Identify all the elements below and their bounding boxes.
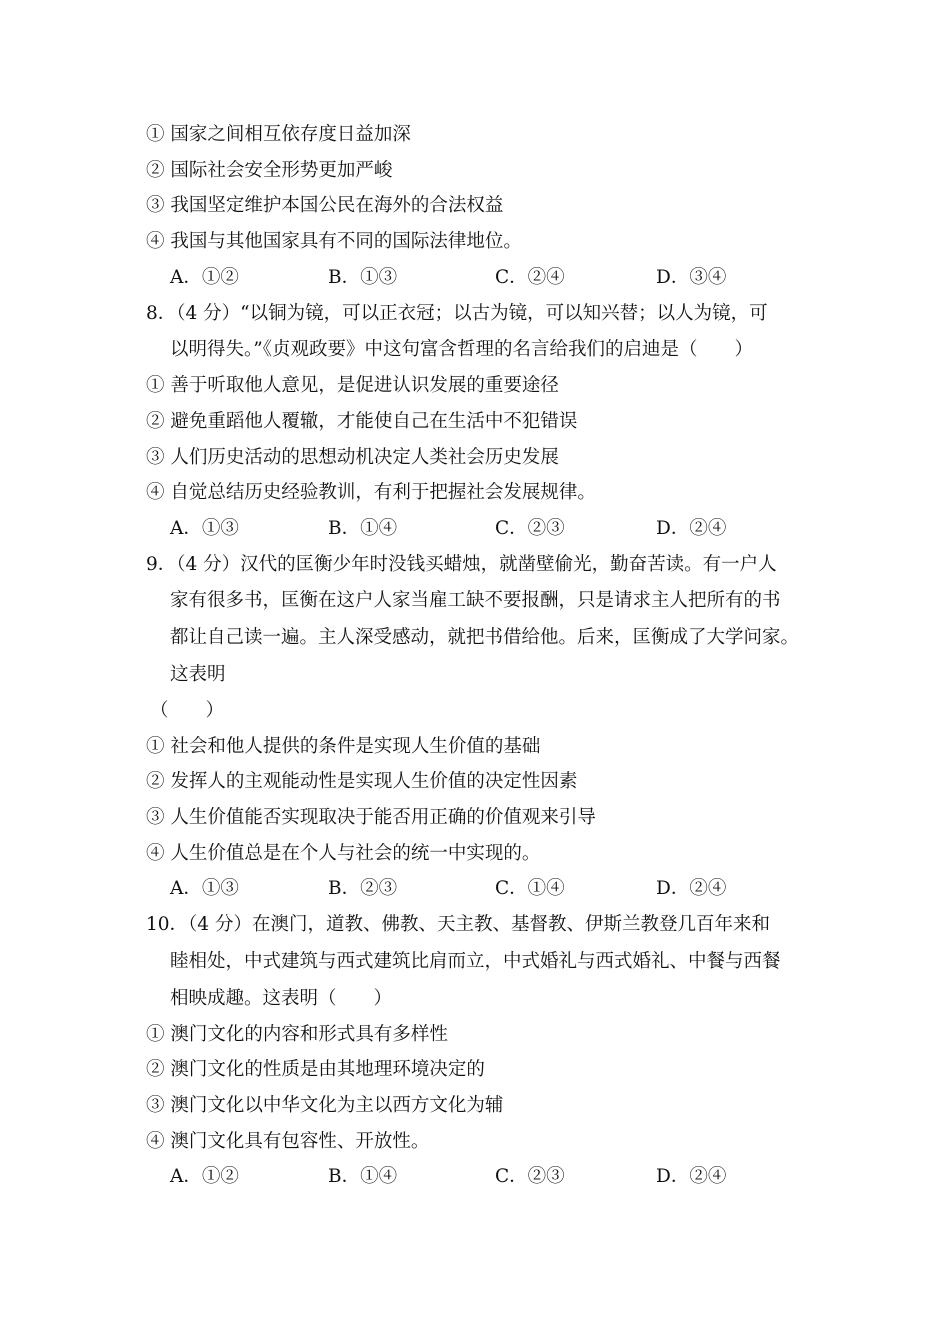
- q10-stem-line-3: 相映成趣。这表明（ ）: [170, 988, 393, 1009]
- q7-statement-4: ④ 我国与其他国家具有不同的国际法律地位。: [146, 231, 522, 252]
- q7-statement-2: ② 国际社会安全形势更加严峻: [146, 160, 393, 181]
- q9-option-d: D．②④: [656, 878, 727, 899]
- q8-statement-4: ④ 自觉总结历史经验教训，有利于把握社会发展规律。: [146, 482, 596, 503]
- q9-answer-paren: （ ）: [150, 700, 225, 721]
- q7-statement-3: ③ 我国坚定维护本国公民在海外的合法权益: [146, 195, 504, 216]
- q7-statement-1: ① 国家之间相互依存度日益加深: [146, 124, 411, 145]
- q10-stem-line-1: 10．（4 分）在澳门，道教、佛教、天主教、基督教、伊斯兰教登几百年来和: [146, 914, 770, 935]
- q10-stem-line-2: 睦相处，中式建筑与西式建筑比肩而立，中式婚礼与西式婚礼、中餐与西餐: [170, 951, 781, 972]
- q7-option-c: C．②④: [495, 267, 565, 288]
- q9-option-a: A．①③: [170, 878, 239, 899]
- q9-stem-line-3: 都让自己读一遍。主人深受感动，就把书借给他。后来，匡衡成了大学问家。: [170, 627, 800, 648]
- q8-option-d: D．②④: [656, 518, 727, 539]
- q8-option-a: A．①③: [170, 518, 239, 539]
- q9-stem-line-4: 这表明: [170, 664, 226, 685]
- q7-option-b: B．①③: [328, 267, 398, 288]
- q8-stem-line-2: 以明得失。”《贞观政要》中这句富含哲理的名言给我们的启迪是（ ）: [170, 339, 753, 360]
- q10-statement-3: ③ 澳门文化以中华文化为主以西方文化为辅: [146, 1095, 504, 1116]
- q9-option-c: C．①④: [495, 878, 565, 899]
- q10-statement-1: ① 澳门文化的内容和形式具有多样性: [146, 1024, 448, 1045]
- q9-stem-line-2: 家有很多书，匡衡在这户人家当雇工缺不要报酬，只是请求主人把所有的书: [170, 590, 781, 611]
- q10-option-a: A．①②: [170, 1166, 239, 1187]
- q10-statement-2: ② 澳门文化的性质是由其地理环境决定的: [146, 1059, 485, 1080]
- q9-option-b: B．②③: [328, 878, 398, 899]
- q9-statement-1: ① 社会和他人提供的条件是实现人生价值的基础: [146, 736, 541, 757]
- q10-option-d: D．②④: [656, 1166, 727, 1187]
- q7-option-d: D．③④: [656, 267, 727, 288]
- q8-statement-3: ③ 人们历史活动的思想动机决定人类社会历史发展: [146, 447, 559, 468]
- q10-option-c: C．②③: [495, 1166, 565, 1187]
- q10-statement-4: ④ 澳门文化具有包容性、开放性。: [146, 1131, 430, 1152]
- q10-option-b: B．①④: [328, 1166, 398, 1187]
- q9-statement-4: ④ 人生价值总是在个人与社会的统一中实现的。: [146, 843, 541, 864]
- q9-stem-line-1: 9．（4 分）汉代的匡衡少年时没钱买蜡烛，就凿壁偷光，勤奋苦读。有一户人: [146, 554, 777, 575]
- q7-option-a: A．①②: [170, 267, 239, 288]
- q8-option-c: C．②③: [495, 518, 565, 539]
- q8-statement-1: ① 善于听取他人意见，是促进认识发展的重要途径: [146, 375, 559, 396]
- q8-stem-line-1: 8．（4 分）“以铜为镜，可以正衣冠；以古为镜，可以知兴替；以人为镜，可: [146, 303, 768, 324]
- q9-statement-2: ② 发挥人的主观能动性是实现人生价值的决定性因素: [146, 771, 578, 792]
- q8-statement-2: ② 避免重蹈他人覆辙，才能使自己在生活中不犯错误: [146, 411, 578, 432]
- q8-option-b: B．①④: [328, 518, 398, 539]
- q9-statement-3: ③ 人生价值能否实现取决于能否用正确的价值观来引导: [146, 807, 596, 828]
